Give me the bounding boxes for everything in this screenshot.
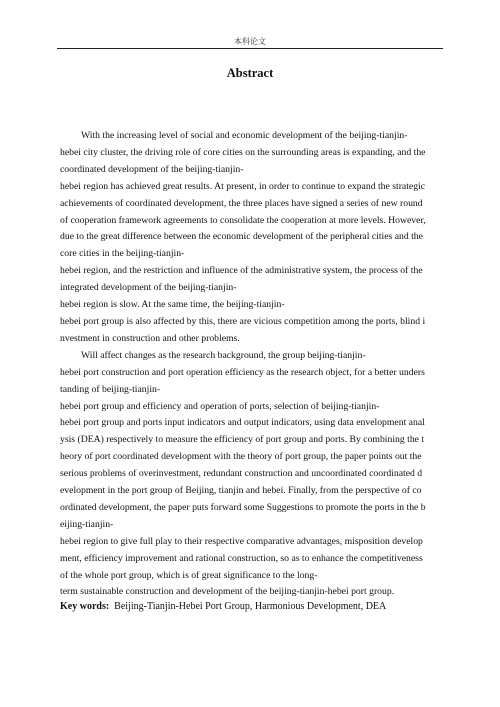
text-line: With the increasing level of social and economic development of the beijing-tianjin- [81,130,408,141]
text-line: hebei port group and ports input indicators and output indicators, using data envelopment anal [60,417,425,429]
text-line: serious problems of overinvestment, redundant construction and uncoordinated coordinated d [60,468,423,480]
text-line: integrated development of the beijing-tianjin- [60,282,237,294]
text-line: eijing-tianjin- [60,518,114,530]
text-line: ment, efficiency improvement and rational construction, so as to enhance the competitiveness [60,552,423,564]
text-line: hebei region to give full play to their respective comparative advantages, misposition develop [60,535,423,547]
text-line: hebei port group and efficiency and operation of ports, selection of beijing-tianjin- [60,400,380,412]
text-line: hebei port construction and port operation efficiency as the research object, for a better unders [60,366,425,378]
text-line: hebei region has achieved great results. At present, in order to continue to expand the strategic [60,180,426,192]
text-line: term sustainable construction and development of the beijing-tianjin-hebei port group. [60,586,395,598]
keywords [60,600,442,614]
text-line: hebei port group is also affected by this, there are vicious competition among the ports, blind i [60,315,426,327]
text-line: hebei city cluster, the driving role of core cities on the surrounding areas is expanding, and the [60,146,426,158]
text-line: heory of port coordinated development with the theory of port group, the paper points out the [60,451,422,463]
header-rule [57,48,443,49]
text-line: achievements of coordinated development, the three places have signed a series of new round [60,197,423,209]
text-line: nvestment in construction and other problems. [60,332,240,344]
text-line: of the whole port group, which is of great significance to the long- [60,569,318,581]
abstract-body [60,128,442,601]
text-line: tanding of beijing-tianjin- [60,383,161,395]
abstract-title: Abstract [226,66,274,80]
keywords-label: Key words: [60,601,110,612]
running-header: 本科论文 [234,37,266,46]
text-line: Will affect changes as the research background, the group beijing-tianjin- [81,349,366,361]
text-line: core cities in the beijing-tianjin- [60,248,185,260]
abstract-paragraph-1 [60,128,442,348]
abstract-paragraph-2 [60,348,442,602]
text-line: evelopment in the port group of Beijing, tianjin and hebei. Finally, from the perspective of co [60,485,422,497]
text-line: of cooperation framework agreements to consolidate the cooperation at more levels. However, [60,214,426,226]
text-line: due to the great difference between the economic development of the peripheral cities and the [60,231,423,243]
text-line: coordinated development of the beijing-tianjin- [60,163,244,175]
text-line: hebei region is slow. At the same time, the beijing-tianjin- [60,299,285,311]
text-line: ysis (DEA) respectively to measure the efficiency of port group and ports. By combining the t [60,434,425,446]
keywords-text: Beijing-Tianjin-Hebei Port Group, Harmonious Development, DEA [114,601,387,612]
text-line: ordinated development, the paper puts forward some Suggestions to promote the ports in the b [60,501,426,513]
text-line: hebei region, and the restriction and influence of the administrative system, the process of the [60,265,423,277]
